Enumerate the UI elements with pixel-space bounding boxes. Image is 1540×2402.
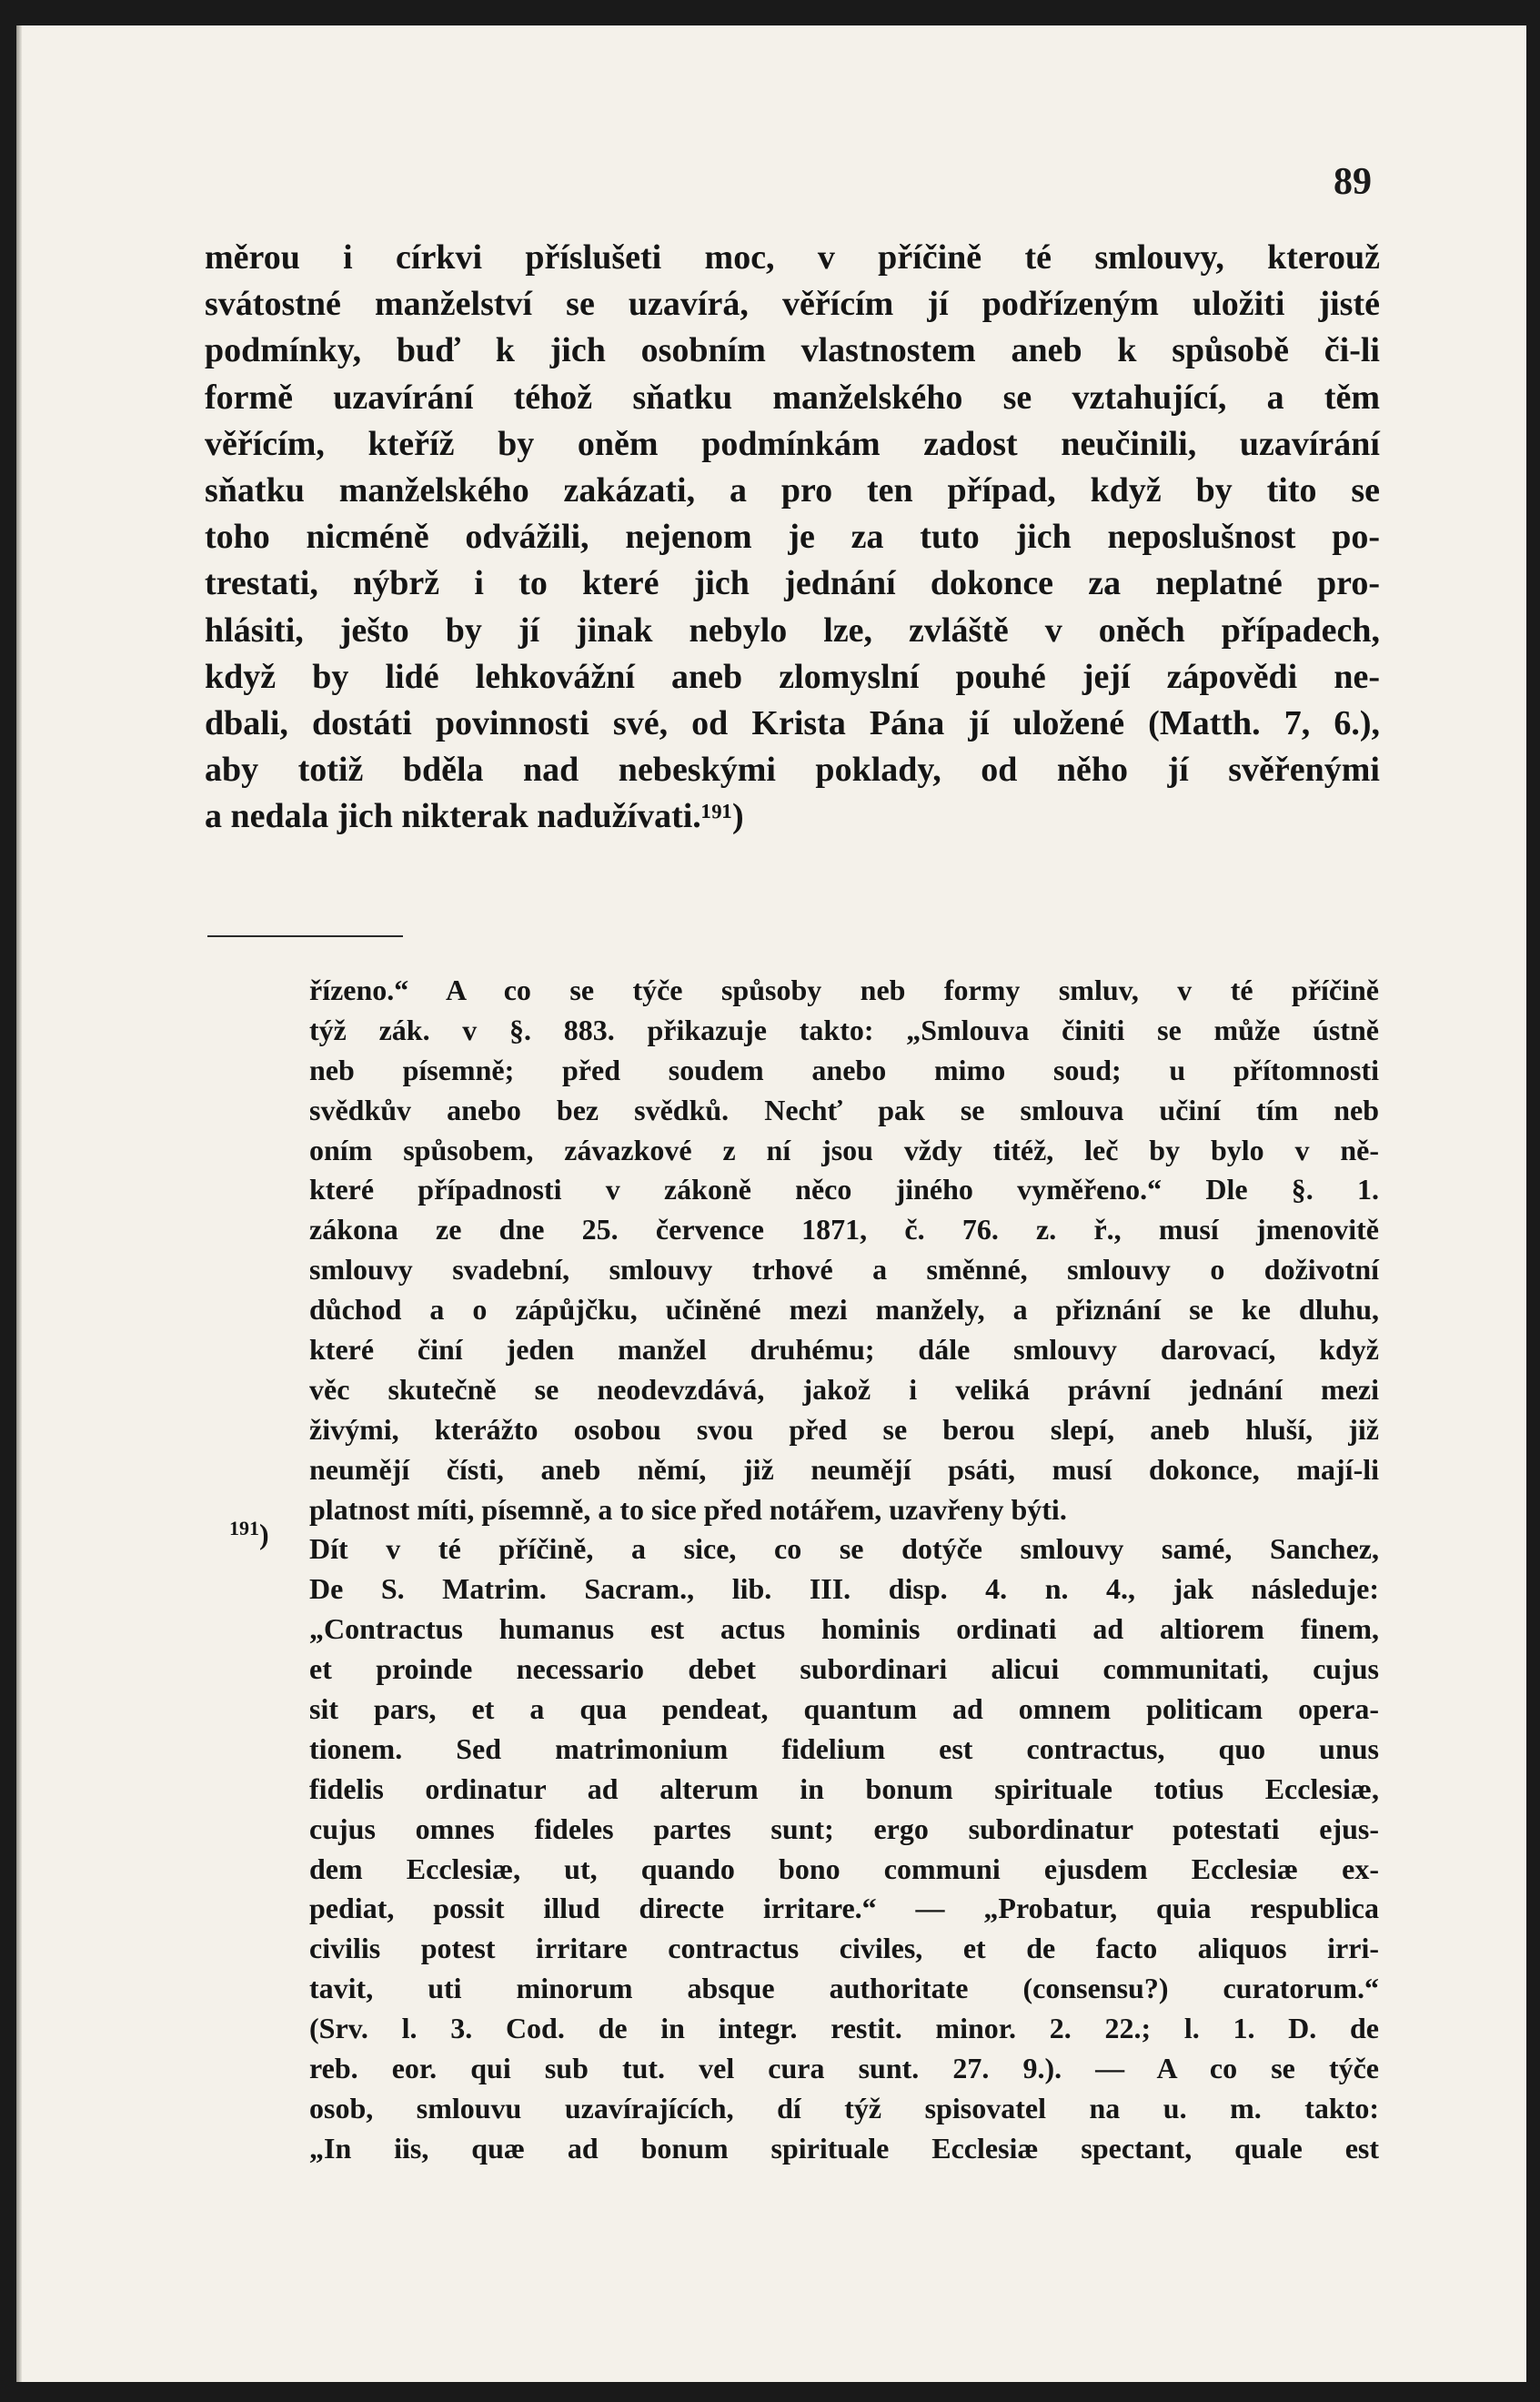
body-line: aby totiž bděla nad nebeskými poklady, od něho jí svěřenými	[205, 751, 1380, 790]
footnote-191-line: osob, smlouvu uzavírajících, dí týž spisovatel na u. m. takto:	[309, 2091, 1379, 2124]
body-line: toho nicméně odvážili, nejenom je za tuto jich neposlušnost po-	[205, 518, 1380, 557]
body-line: když by lidé lehkovážní aneb zlomyslní pouhé její zápovědi ne-	[205, 657, 1380, 696]
book-page	[16, 25, 1526, 2382]
footnote-191-line: civilis potest irritare contractus civiles, et de facto aliquos irri-	[309, 1932, 1379, 1965]
footnote-line: důchod a o zápůjčku, učiněné mezi manžely, a přiznání se ke dluhu,	[309, 1293, 1379, 1327]
body-line: formě uzavírání téhož sňatku manželského se vztahující, a těm	[205, 378, 1380, 417]
page-edge-shadow	[16, 25, 22, 2382]
footnote-191-line: sit pars, et a qua pendeat, quantum ad omnem politicam opera-	[309, 1692, 1379, 1726]
footnote-191-line: et proinde necessario debet subordinari alicui communitati, cujus	[309, 1652, 1379, 1686]
footnote-line: smlouvy svadební, smlouvy trhové a směnné, smlouvy o doživotní	[309, 1253, 1379, 1287]
footnote-line: které případnosti v zákoně něco jiného vyměřeno.“ Dle §. 1.	[309, 1173, 1379, 1206]
footnote-191-line: Dít v té příčině, a sice, co se dotýče smlouvy samé, Sanchez,	[309, 1532, 1379, 1566]
page-number: 89	[1334, 161, 1372, 203]
body-line: hlásiti, ješto by jí jinak nebylo lze, zvláště v oněch případech,	[205, 611, 1380, 650]
footnote-line: věc skutečně se neodevzdává, jakož i veliká právní jednání mezi	[309, 1372, 1379, 1406]
footnote-191-line: pediat, possit illud directe irritare.“ — „Probatur, quia respublica	[309, 1892, 1379, 1925]
footnote-191-line: fidelis ordinatur ad alterum in bonum spirituale totius Ecclesiæ,	[309, 1771, 1379, 1805]
footnote-separator-rule	[207, 935, 403, 937]
footnote-line: platnost míti, písemně, a to sice před notářem, uzavřeny býti.	[309, 1492, 1067, 1526]
body-line: sňatku manželského zakázati, a pro ten případ, když by tito se	[205, 470, 1380, 510]
body-line: podmínky, buď k jich osobním vlastnostem aneb k spůsobě či-li	[205, 331, 1380, 370]
footnote-191-line: dem Ecclesiæ, ut, quando bono communi ejusdem Ecclesiæ ex-	[309, 1852, 1379, 1885]
footnote-line: zákona ze dne 25. července 1871, č. 76. z. ř., musí jmenovitě	[309, 1213, 1379, 1246]
body-line: věřícím, kteříž by oněm podmínkám zadost neučinili, uzavírání	[205, 424, 1380, 463]
footnote-191-line: cujus omnes fideles partes sunt; ergo subordinatur potestati ejus-	[309, 1812, 1379, 1845]
footnote-191-line: (Srv. l. 3. Cod. de in integr. restit. minor. 2. 22.; l. 1. D. de	[309, 2012, 1379, 2045]
footnote-line: živými, kterážto osobou svou před se berou slepí, aneb hluší, již	[309, 1412, 1379, 1446]
body-line: svátostné manželství se uzavírá, věřícím jí podřízeným uložiti jisté	[205, 285, 1380, 324]
footnote-191-line: tionem. Sed matrimonium fidelium est contractus, quo unus	[309, 1731, 1379, 1765]
footnote-191-marker: $^{191}$)	[229, 1517, 269, 1550]
footnote-line: týž zák. v §. 883. přikazuje takto: „Smlouva činiti se může ústně	[309, 1013, 1379, 1046]
footnote-191-line: De S. Matrim. Sacram., lib. III. disp. 4. n. 4., jak následuje:	[309, 1572, 1379, 1606]
footnote-191-line: tavit, uti minorum absque authoritate (consensu?) curatorum.“	[309, 1972, 1379, 2005]
footnote-line: neumějí čísti, aneb němí, již neumějí psáti, musí dokonce, mají-li	[309, 1452, 1379, 1486]
footnote-191-line: „Contractus humanus est actus hominis ordinati ad altiorem finem,	[309, 1612, 1379, 1646]
footnote-line: oním spůsobem, závazkové z ní jsou vždy titéž, leč by bylo v ně-	[309, 1133, 1379, 1166]
body-line: dbali, dostáti povinnosti své, od Krista Pána jí uložené (Matth. 7, 6.),	[205, 703, 1380, 742]
body-line: měrou i církvi příslušeti moc, v příčině té smlouvy, kterouž	[205, 238, 1380, 277]
main-body-text	[205, 235, 1380, 840]
body-line: trestati, nýbrž i to které jich jednání dokonce za neplatné pro-	[205, 564, 1380, 603]
footnotes	[309, 971, 1379, 2169]
footnote-191-line: reb. eor. qui sub tut. vel cura sunt. 27. 9.). — A co se týče	[309, 2052, 1379, 2085]
footnote-191-number: 191	[229, 1517, 259, 1539]
footnote-line: které činí jeden manžel druhému; dále smlouvy darovací, když	[309, 1333, 1379, 1367]
body-line: a nedala jich nikterak nadužívati.¹⁹¹)	[205, 797, 744, 836]
footnote-line: řízeno.“ A co se týče spůsoby neb formy smluv, v té příčině	[309, 974, 1379, 1006]
footnote-line: svědkův anebo bez svědků. Nechť pak se smlouva učiní tím neb	[309, 1093, 1379, 1126]
footnote-191-line: „In iis, quæ ad bonum spirituale Ecclesiæ spectant, quale est	[309, 2131, 1379, 2165]
footnote-line: neb písemně; před soudem anebo mimo soud; u přítomnosti	[309, 1053, 1379, 1086]
